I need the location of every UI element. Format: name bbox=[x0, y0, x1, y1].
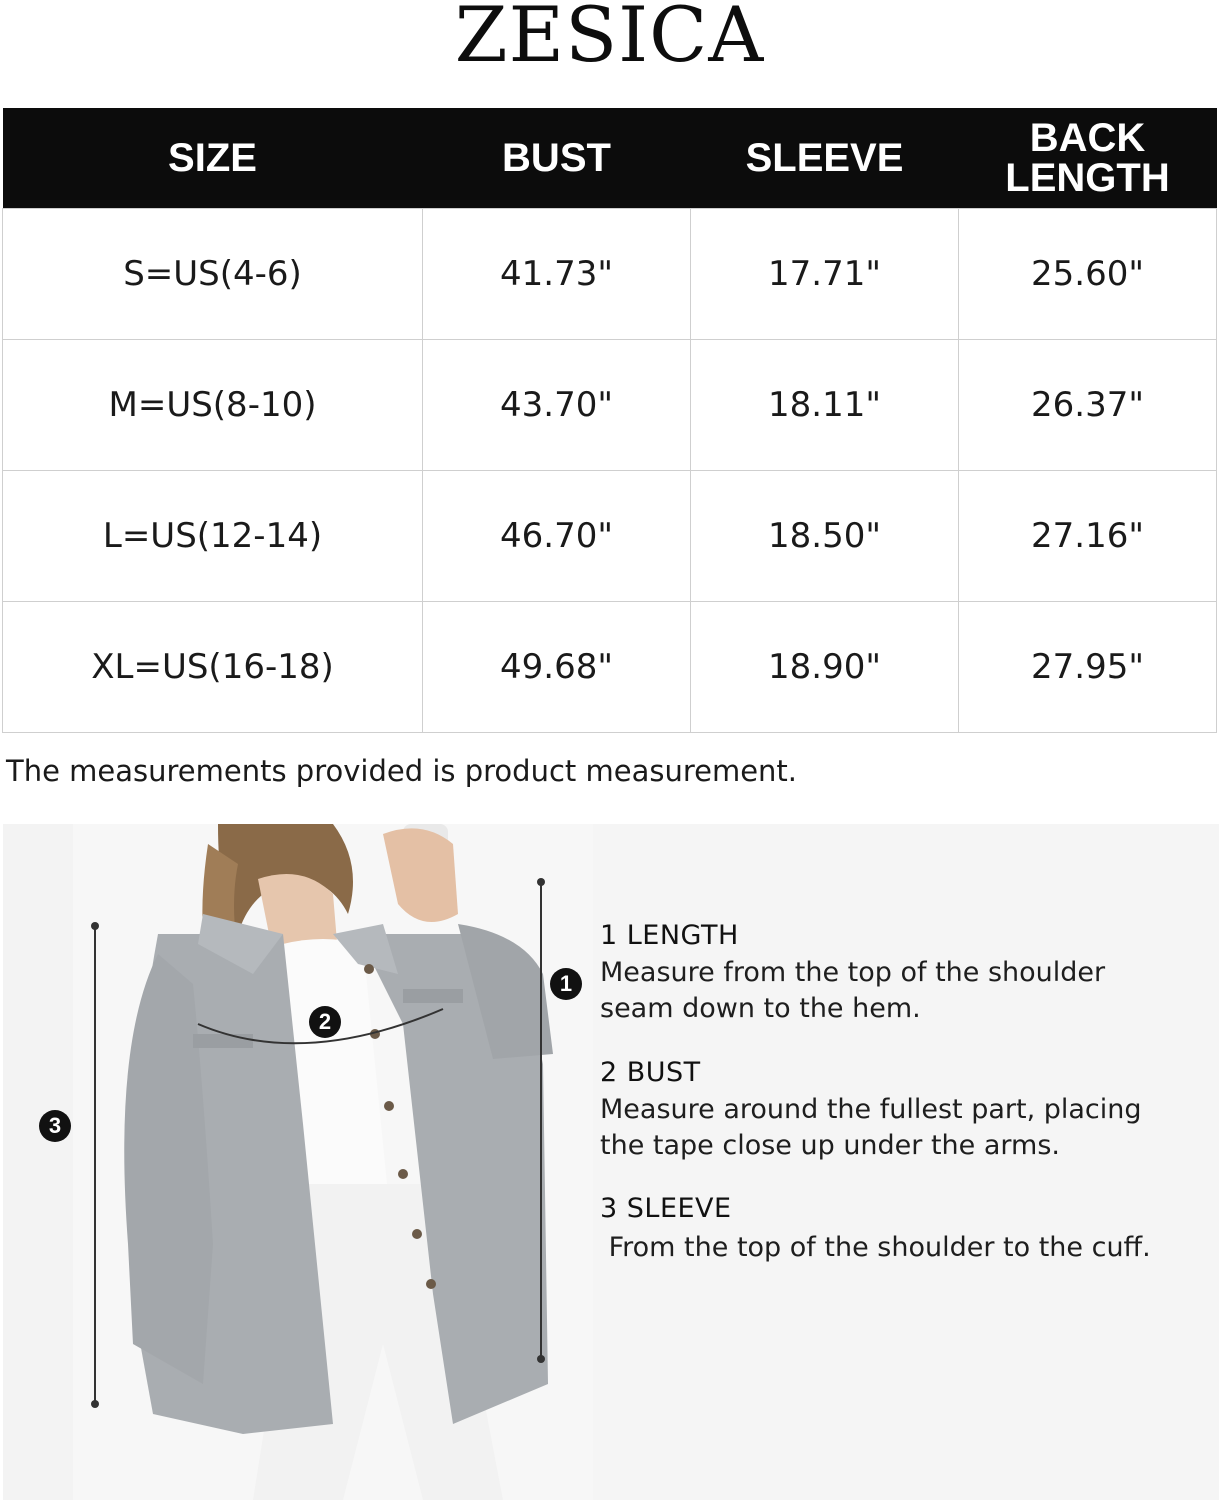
measure-length-desc-line1: Measure from the top of the shoulder bbox=[600, 957, 1106, 988]
length-measure-end bbox=[537, 878, 545, 886]
header-bust: BUST bbox=[423, 108, 691, 209]
pocket-right-shape bbox=[403, 989, 463, 1003]
cell-back-length: 25.60" bbox=[959, 209, 1217, 340]
measure-bust-desc bbox=[600, 1092, 1142, 1164]
cell-size: M=US(8-10) bbox=[3, 340, 423, 471]
cell-back-length: 26.37" bbox=[959, 340, 1217, 471]
header-back-length bbox=[959, 108, 1217, 209]
size-chart-table bbox=[2, 108, 1217, 733]
cell-size: XL=US(16-18) bbox=[3, 602, 423, 733]
cell-sleeve: 17.71" bbox=[691, 209, 959, 340]
table-row bbox=[3, 209, 1217, 340]
cell-bust: 49.68" bbox=[423, 602, 691, 733]
measure-bust-desc-line1: Measure around the fullest part, placing bbox=[600, 1094, 1142, 1125]
cell-bust: 46.70" bbox=[423, 471, 691, 602]
measurement-note: The measurements provided is product measurement. bbox=[6, 754, 798, 788]
length-measure-end bbox=[537, 1355, 545, 1363]
button-shape bbox=[426, 1279, 436, 1289]
header-back-length-line2: LENGTH bbox=[1005, 156, 1170, 200]
cell-back-length: 27.95" bbox=[959, 602, 1217, 733]
marker-sleeve: 3 bbox=[39, 1110, 71, 1142]
sleeve-measure-end bbox=[91, 922, 99, 930]
header-back-length-line1: BACK bbox=[1029, 116, 1146, 160]
jacket-figure bbox=[3, 824, 593, 1500]
cell-bust: 43.70" bbox=[423, 340, 691, 471]
header-size: SIZE bbox=[3, 108, 423, 209]
measure-length-title: 1 LENGTH bbox=[600, 920, 739, 951]
cell-sleeve: 18.50" bbox=[691, 471, 959, 602]
measure-sleeve-title: 3 SLEEVE bbox=[600, 1193, 732, 1224]
cell-bust: 41.73" bbox=[423, 209, 691, 340]
cell-back-length: 27.16" bbox=[959, 471, 1217, 602]
measure-length-desc-line2: seam down to the hem. bbox=[600, 993, 921, 1024]
button-shape bbox=[384, 1101, 394, 1111]
button-shape bbox=[364, 964, 374, 974]
cell-sleeve: 18.90" bbox=[691, 602, 959, 733]
hand-shape bbox=[383, 828, 458, 922]
measure-length-desc bbox=[600, 955, 1105, 1027]
pocket-left-shape bbox=[193, 1034, 253, 1048]
button-shape bbox=[398, 1169, 408, 1179]
cell-sleeve: 18.11" bbox=[691, 340, 959, 471]
model-illustration bbox=[3, 824, 593, 1500]
measure-sleeve-desc: From the top of the shoulder to the cuff. bbox=[600, 1232, 1151, 1263]
measure-bust-title: 2 BUST bbox=[600, 1057, 701, 1088]
brand-logo: ZESICA bbox=[454, 0, 765, 79]
cell-size: L=US(12-14) bbox=[3, 471, 423, 602]
measure-bust-desc-line2: the tape close up under the arms. bbox=[600, 1130, 1060, 1161]
button-shape bbox=[412, 1229, 422, 1239]
marker-length: 1 bbox=[550, 968, 582, 1000]
table-row bbox=[3, 471, 1217, 602]
table-header-row bbox=[3, 108, 1217, 209]
header-sleeve: SLEEVE bbox=[691, 108, 959, 209]
table-row bbox=[3, 340, 1217, 471]
sleeve-measure-end bbox=[91, 1400, 99, 1408]
table-row bbox=[3, 602, 1217, 733]
marker-bust: 2 bbox=[309, 1006, 341, 1038]
cell-size: S=US(4-6) bbox=[3, 209, 423, 340]
